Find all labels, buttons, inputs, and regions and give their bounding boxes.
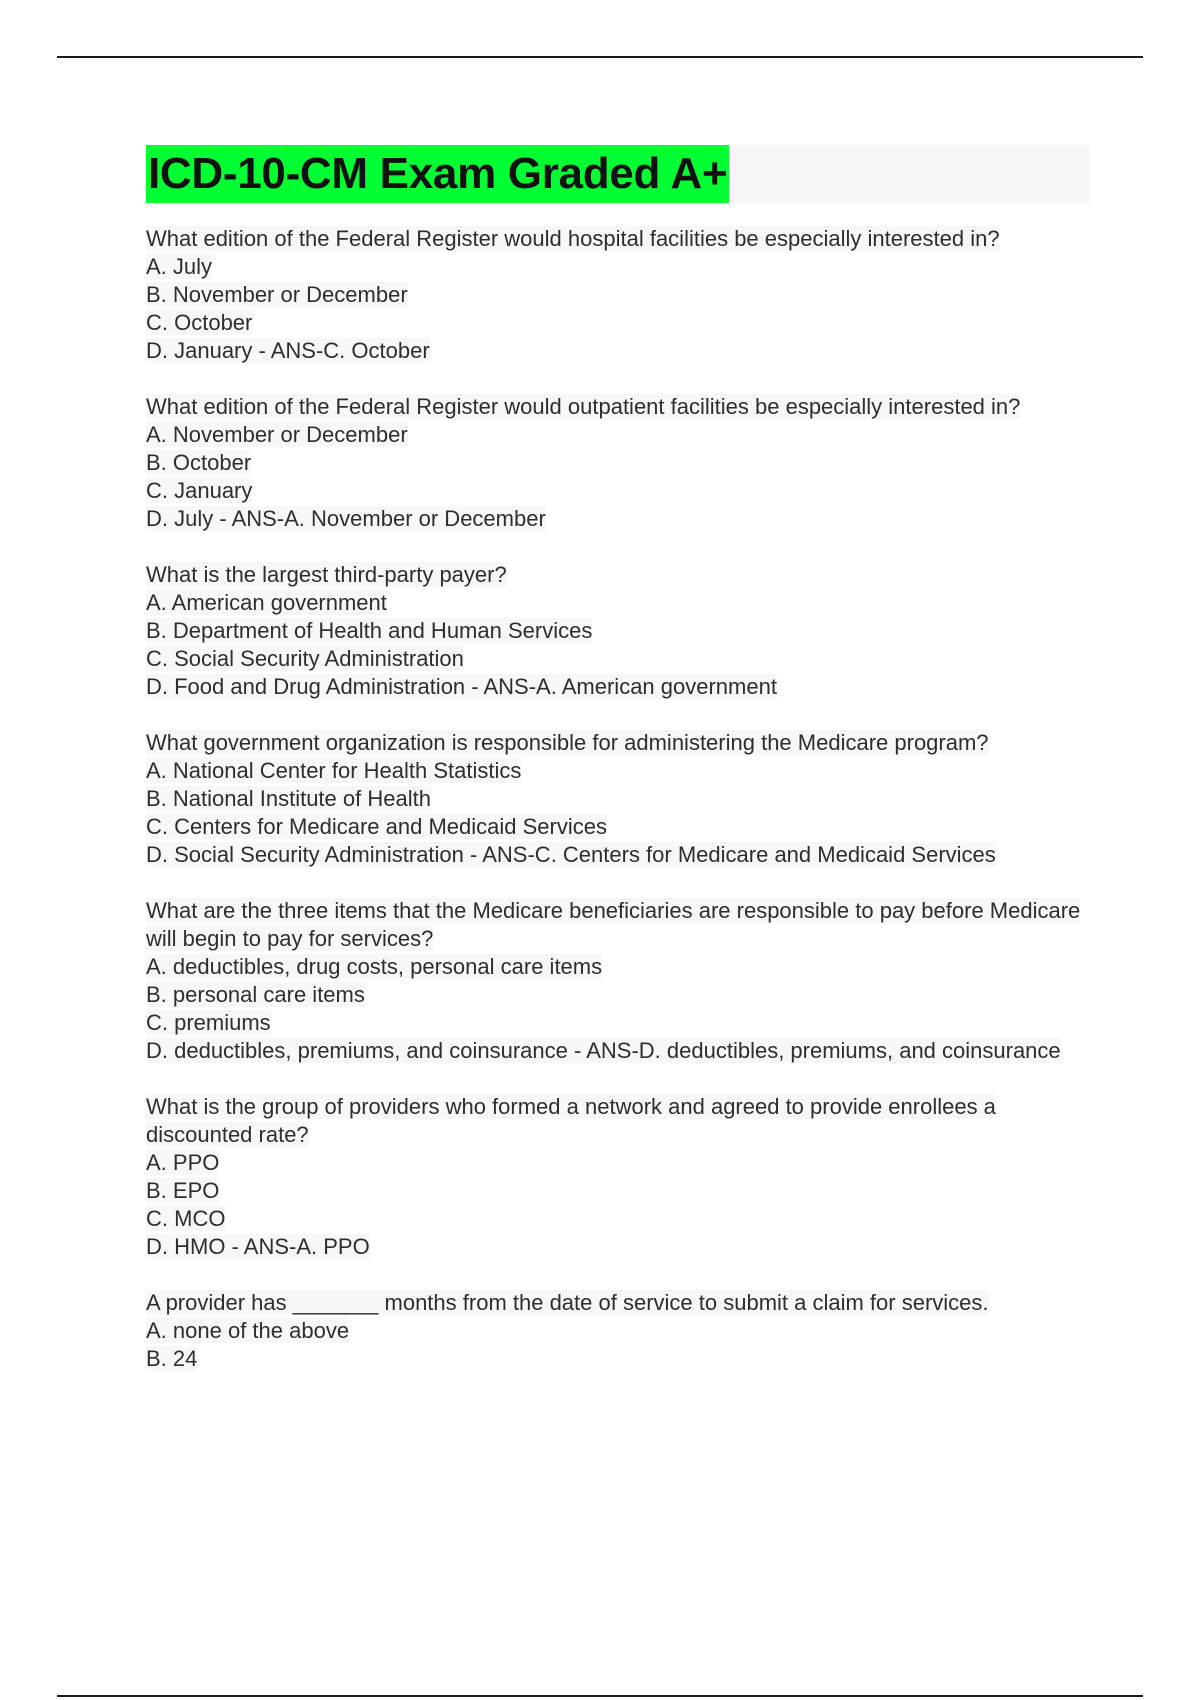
question-block [146, 1093, 1090, 1261]
question-text: What is the group of providers who formed a network and agreed to provide enrollees a discounted rate? [146, 1094, 996, 1147]
question-block [146, 561, 1090, 701]
answer-option: C. MCO [146, 1206, 226, 1231]
question-text: What edition of the Federal Register would outpatient facilities be especially interested in? [146, 394, 1021, 419]
question-text: What are the three items that the Medicare beneficiaries are responsible to pay before Medicare will begin to pay for services? [146, 898, 1081, 951]
answer-option: A. November or December [146, 422, 408, 447]
title-bar [146, 145, 1090, 203]
answer-option: A. American government [146, 590, 387, 615]
footer-rule [57, 1695, 1143, 1697]
answer-option: C. Centers for Medicare and Medicaid Services [146, 814, 607, 839]
question-block [146, 225, 1090, 365]
question-block [146, 393, 1090, 533]
answer-option: C. premiums [146, 1010, 271, 1035]
answer-option: A. deductibles, drug costs, personal care items [146, 954, 603, 979]
header-rule [57, 56, 1143, 58]
answer-option: B. 24 [146, 1346, 198, 1371]
question-block [146, 897, 1090, 1065]
question-block [146, 729, 1090, 869]
answer-option: C. October [146, 310, 253, 335]
answer-option: D. deductibles, premiums, and coinsurance - ANS-D. deductibles, premiums, and coinsurance [146, 1038, 1061, 1063]
answer-option: A. none of the above [146, 1318, 350, 1343]
answer-option: D. January - ANS-C. October [146, 338, 430, 363]
page-title: ICD-10-CM Exam Graded A+ [146, 145, 729, 203]
question-block [146, 1289, 1090, 1373]
answer-option: D. Social Security Administration - ANS-C. Centers for Medicare and Medicaid Services [146, 842, 996, 867]
answer-option: C. Social Security Administration [146, 646, 464, 671]
answer-option: D. HMO - ANS-A. PPO [146, 1234, 370, 1259]
answer-option: A. PPO [146, 1150, 220, 1175]
question-text: What edition of the Federal Register would hospital facilities be especially interested in? [146, 226, 1000, 251]
question-text: What government organization is responsible for administering the Medicare program? [146, 730, 989, 755]
answer-option: B. EPO [146, 1178, 220, 1203]
answer-option: B. Department of Health and Human Services [146, 618, 593, 643]
answer-option: A. National Center for Health Statistics [146, 758, 522, 783]
answer-option: B. personal care items [146, 982, 365, 1007]
answer-option: B. October [146, 450, 252, 475]
answer-option: A. July [146, 254, 213, 279]
document-body [146, 145, 1090, 1401]
question-text: A provider has _______ months from the date of service to submit a claim for services. [146, 1290, 989, 1315]
answer-option: B. November or December [146, 282, 408, 307]
question-text: What is the largest third-party payer? [146, 562, 507, 587]
answer-option: C. January [146, 478, 253, 503]
answer-option: B. National Institute of Health [146, 786, 431, 811]
answer-option: D. Food and Drug Administration - ANS-A. American government [146, 674, 777, 699]
answer-option: D. July - ANS-A. November or December [146, 506, 546, 531]
